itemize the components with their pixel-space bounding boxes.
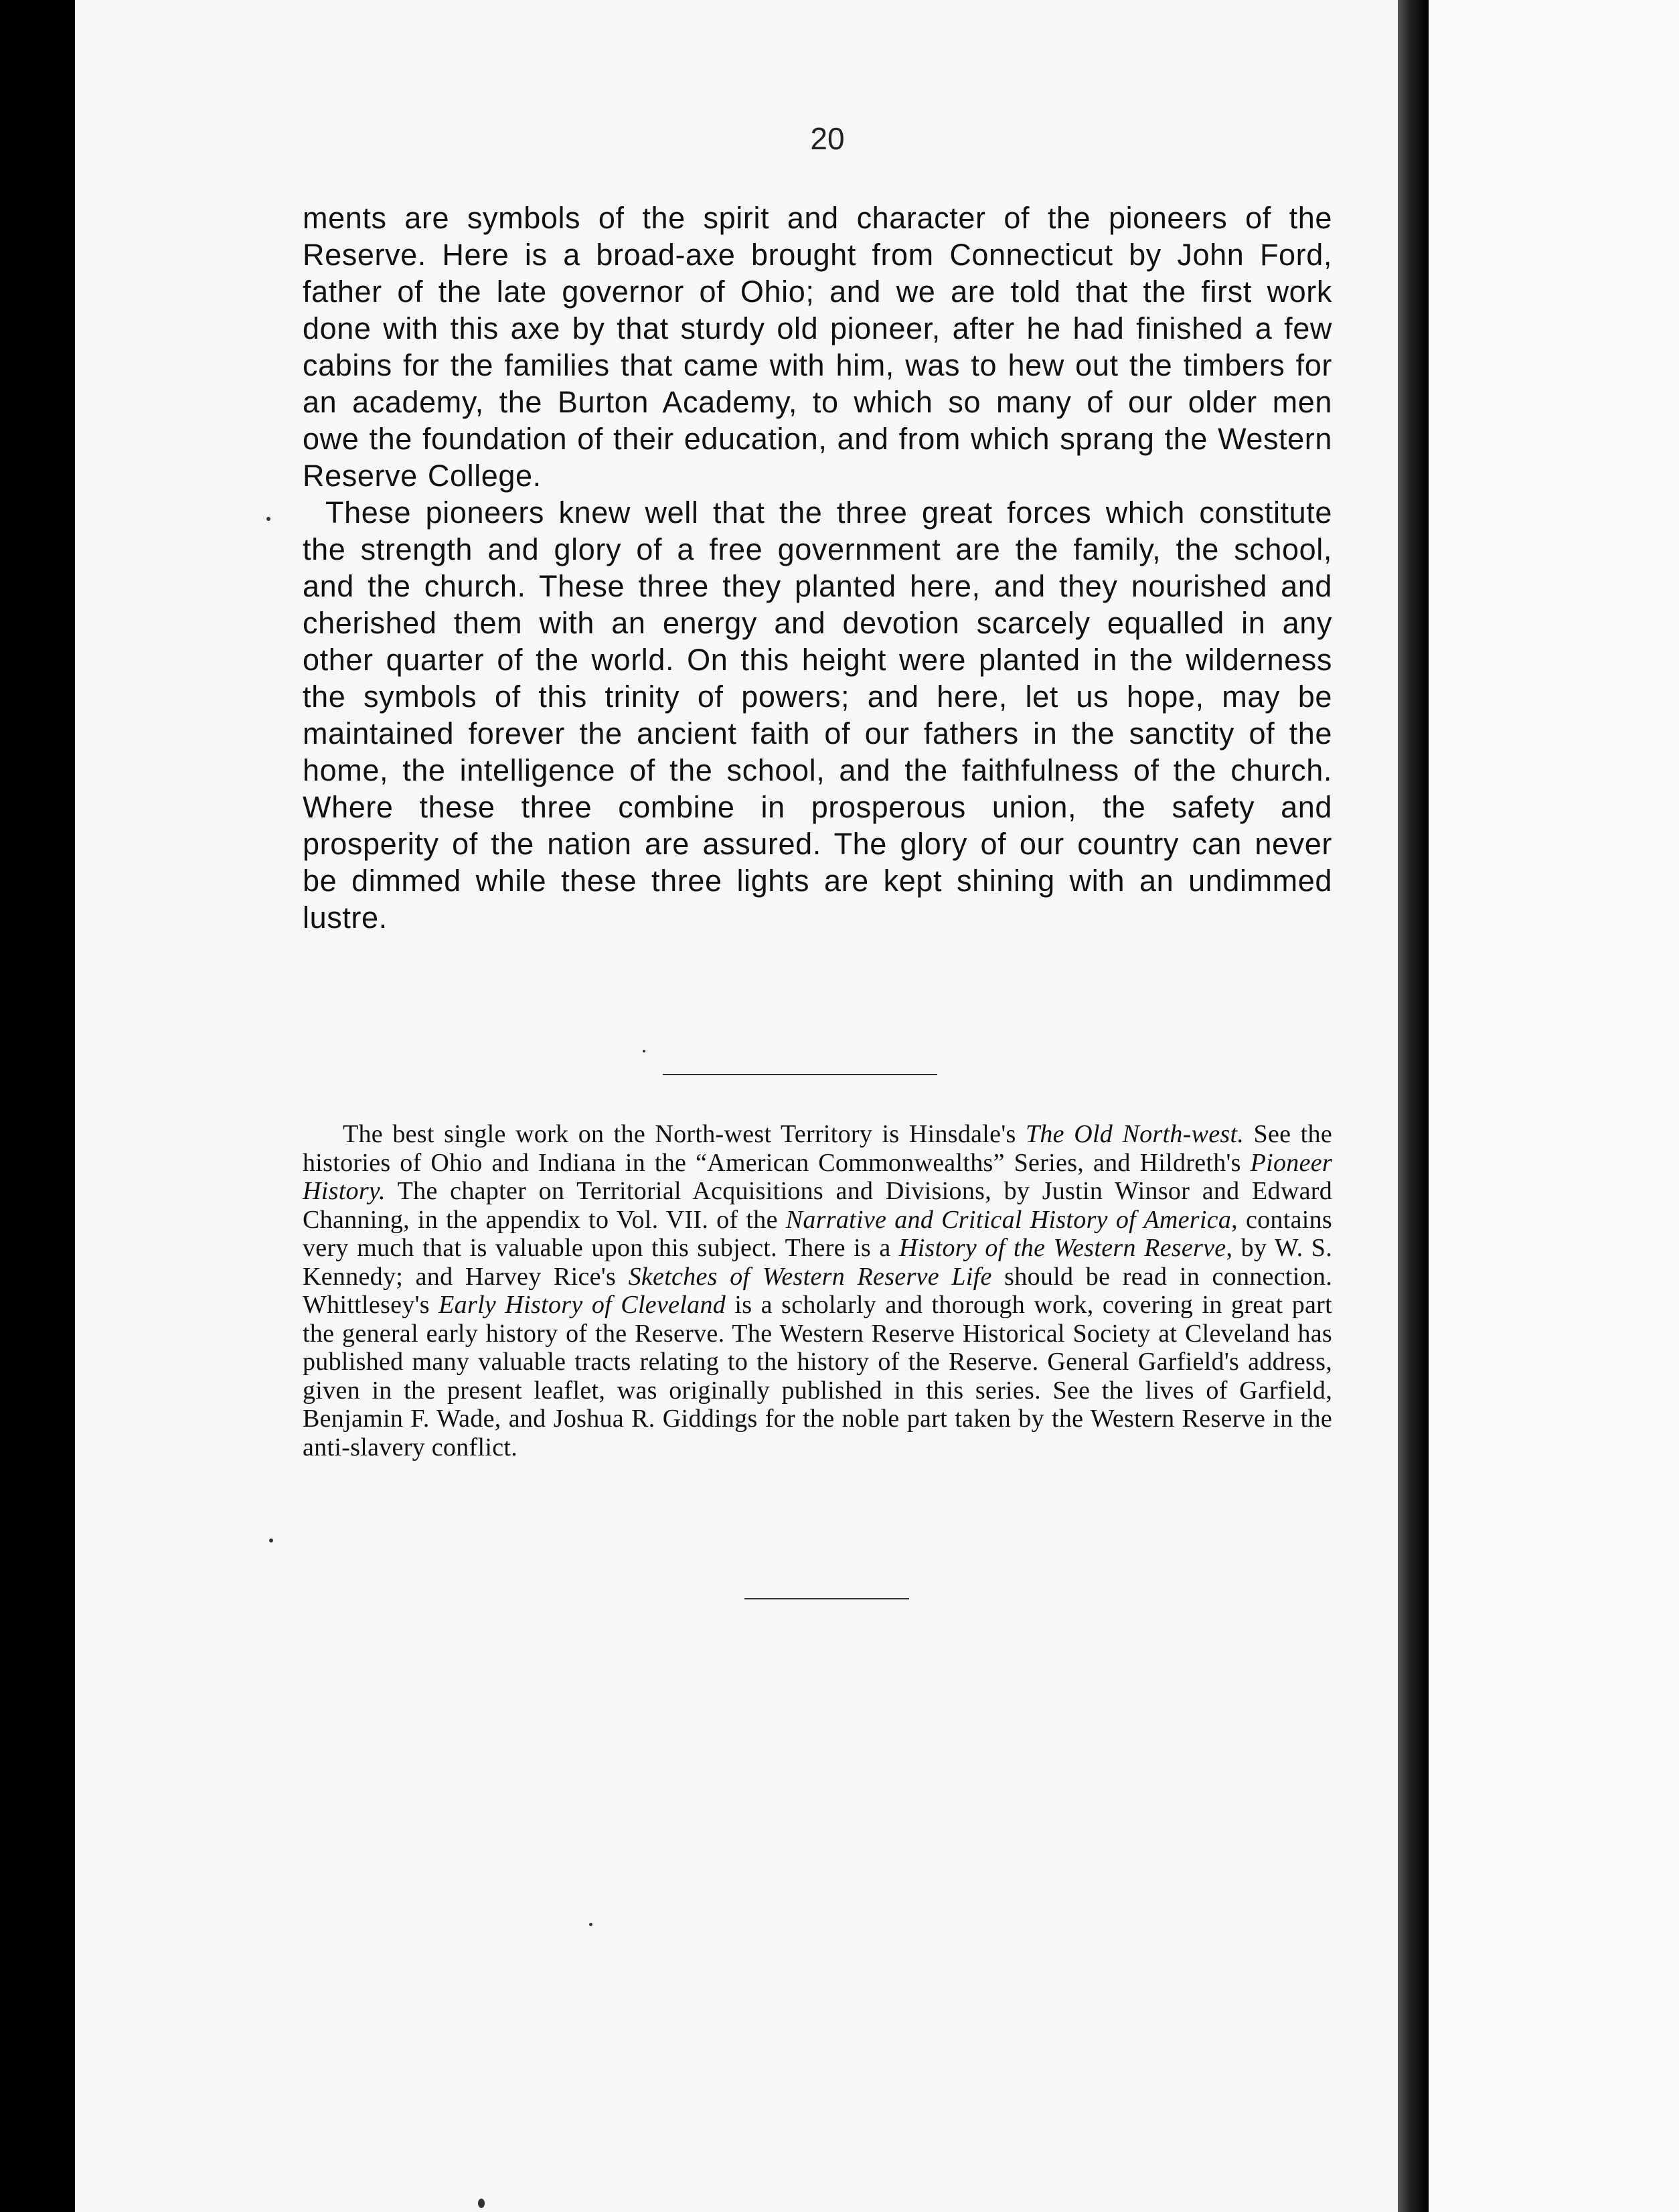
- section-divider: [663, 1074, 937, 1075]
- book-title: Early History of Cleveland: [438, 1291, 726, 1319]
- book-title: Narrative and Critical History of America: [785, 1205, 1232, 1234]
- spine-shadow: [1398, 0, 1429, 2212]
- book-title: Sketches of Western Reserve Life: [628, 1262, 992, 1291]
- adjacent-page-edge: [1429, 0, 1679, 2212]
- body-text: [303, 200, 1332, 936]
- scan-speck: [589, 1923, 592, 1926]
- body-paragraph: These pioneers knew well that the three great forces which constitute the strength and glory of a free government are the family, the school, and the church. These three they planted here, and they nourished and cherished them with an energy and devotion scarcely equalled in any other quarter of the world. On this height were planted in the wilderness the symbols of this trinity of powers; and here, let us hope, may be maintained forever the ancient faith of our fathers in the sanctity of the home, the intelligence of the school, and the faithfulness of the church. Where these three combine in prosperous union, the safety and prosperity of the nation are assured. The glory of our country can never be dimmed while these three lights are kept shining with an undimmed lustre.: [303, 495, 1332, 935]
- scan-speck: [269, 1538, 273, 1543]
- book-title: Pioneer History.: [303, 1148, 1332, 1205]
- bibliographic-note: [303, 1120, 1332, 1462]
- end-divider: [744, 1598, 909, 1599]
- page-number: 20: [810, 121, 845, 156]
- note-text: The best single work on the North-west Territory is Hinsdale's: [343, 1120, 1026, 1148]
- note-text: , contains very much that is valuable upon this subject. There is a: [303, 1205, 1332, 1262]
- note-text: is a scholarly and thorough work, covering in great part the general early history of the Reserve. The Western Reserve Historical Society at Cleveland has published many valuable tracts relating to the history of the Reserve. General Garfield's address, given in the present leaflet, was originally published in this series. See the lives of Garfield, Benjamin F. Wade, and Joshua R. Giddings for the noble part taken by the Western Reserve in the anti-slavery conflict.: [303, 1291, 1332, 1462]
- note-text: The chapter on Territorial Acquisitions and Divisions, by Justin Winsor and Edward Channing, in the appendix to Vol. VII. of the: [303, 1177, 1332, 1234]
- note-text: should be read in connection. Whittlesey's: [303, 1262, 1332, 1319]
- scan-speck: [478, 2199, 485, 2208]
- note-text: , by W. S. Kennedy; and Harvey Rice's: [303, 1234, 1332, 1291]
- book-title: The Old North-west.: [1025, 1120, 1245, 1148]
- note-text: See the histories of Ohio and Indiana in the “American Commonwealths” Series, and Hildreth's: [303, 1120, 1332, 1177]
- book-title: History of the Western Reserve: [898, 1234, 1226, 1262]
- scan-speck: [643, 1050, 645, 1052]
- body-paragraph: ments are symbols of the spirit and character of the pioneers of the Reserve. Here is a broad-axe brought from Connecticut by John Ford, father of the late governor of Ohio; and we are told that the first work done with this axe by that sturdy old pioneer, after he had finished a few cabins for the families that came with him, was to hew out the timbers for an academy, the Burton Academy, to which so many of our older men owe the foundation of their education, and from which sprang the Western Reserve College.: [303, 201, 1332, 493]
- scan-speck: [266, 517, 270, 521]
